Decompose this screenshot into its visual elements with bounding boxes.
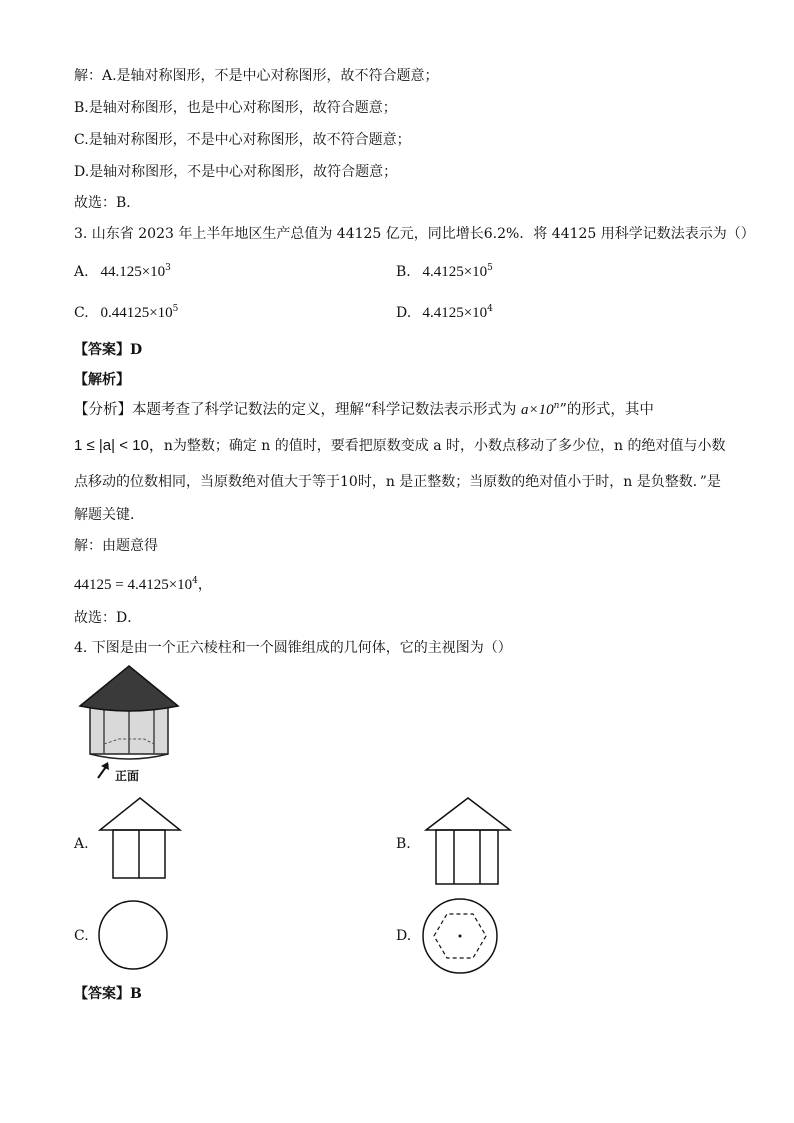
option-letter: B. bbox=[396, 264, 411, 280]
question-3-stem: 3. 山东省 2023 年上半年地区生产总值为 44125 亿元，同比增长6.2%．将 44125 用科学记数法表示为（） bbox=[74, 226, 755, 242]
option-exponent: 5 bbox=[487, 263, 493, 273]
q4-option-d-letter: D. bbox=[396, 928, 412, 944]
analysis-text-tail: 的形式，其中 bbox=[566, 402, 654, 418]
analysis-formula-exp: n bbox=[553, 401, 560, 411]
solution-line-d: D.是轴对称图形，不是中心对称图形，故符合题意； bbox=[74, 164, 398, 180]
q4-option-c-figure bbox=[96, 898, 170, 972]
q3-equation bbox=[74, 575, 212, 595]
solution-choice: 故选：B． bbox=[74, 195, 141, 211]
option-letter: D. bbox=[396, 305, 412, 321]
q3-analysis-line-4: 解题关键． bbox=[74, 507, 144, 523]
q4-option-b-letter: B. bbox=[396, 836, 411, 852]
q3-choice: 故选：D． bbox=[74, 610, 142, 626]
equation-exponent: 4 bbox=[192, 576, 198, 586]
question-4-stem: 4. 下图是由一个正六棱柱和一个圆锥组成的几何体，它的主视图为（） bbox=[74, 640, 512, 656]
q3-answer: 【答案】D bbox=[74, 342, 143, 358]
cone-roof bbox=[80, 666, 178, 711]
q4-option-b-figure bbox=[424, 796, 514, 888]
equation-tail: ， bbox=[197, 577, 212, 593]
option-exponent: 3 bbox=[165, 263, 171, 273]
q3-option-d bbox=[396, 303, 493, 323]
q3-solve-intro: 解：由题意得 bbox=[74, 538, 158, 554]
solution-line-b: B.是轴对称图形，也是中心对称图形，故符合题意； bbox=[74, 100, 397, 116]
q3-option-a bbox=[74, 262, 171, 282]
analysis-text: n为整数；确定 n 的值时，要看把原数变成 a 时，小数点移动了多少位，n 的绝对值与小数 bbox=[163, 438, 726, 454]
solution-line-c: C.是轴对称图形，不是中心对称图形，故不符合题意； bbox=[74, 132, 411, 148]
option-value: 4.4125×10 bbox=[422, 264, 488, 280]
equation-text: 44125 = 4.4125×10 bbox=[74, 577, 193, 593]
q3-option-b bbox=[396, 262, 493, 282]
analysis-text: 【分析】本题考查了科学记数法的定义，理解“科学记数法表示形式为 bbox=[74, 402, 517, 418]
option-exponent: 5 bbox=[172, 304, 179, 314]
q4-option-c-letter: C. bbox=[74, 928, 89, 944]
q3-option-c bbox=[74, 303, 178, 323]
q4-option-d-figure bbox=[420, 896, 500, 976]
q3-analysis-line-3: 点移动的位数相同，当原数绝对值大于等于10时，n 是正整数；当原数的绝对值小于时，n 是负整数．”是 bbox=[74, 474, 721, 490]
q4-option-a-figure bbox=[98, 796, 184, 882]
solution-line-a: 解：A.是轴对称图形，不是中心对称图形，故不符合题意； bbox=[74, 68, 439, 84]
q3-analysis-line-1: 【分析】本题考查了科学记数法的定义，理解“科学记数法表示形式为 $a\times 10^n$”的形式，其中 bbox=[74, 401, 654, 418]
q3-analysis-line-2 bbox=[74, 436, 725, 456]
option-letter: C. bbox=[74, 305, 89, 321]
q3-analysis-title: 【解析】 bbox=[74, 372, 130, 388]
option-exponent: 4 bbox=[487, 304, 493, 314]
option-letter: A. bbox=[74, 264, 89, 280]
q4-answer: 【答案】B bbox=[74, 986, 142, 1002]
front-label: 正面 bbox=[115, 769, 140, 783]
analysis-formula: a×10 bbox=[521, 402, 554, 418]
option-value: 44.125×10 bbox=[100, 264, 166, 280]
option-value: 0.44125×10 bbox=[100, 305, 173, 321]
analysis-inequality: 1 ≤ |a| < 10， bbox=[74, 437, 164, 454]
option-value: 4.4125×10 bbox=[422, 305, 488, 321]
q4-option-a-letter: A. bbox=[74, 836, 89, 852]
